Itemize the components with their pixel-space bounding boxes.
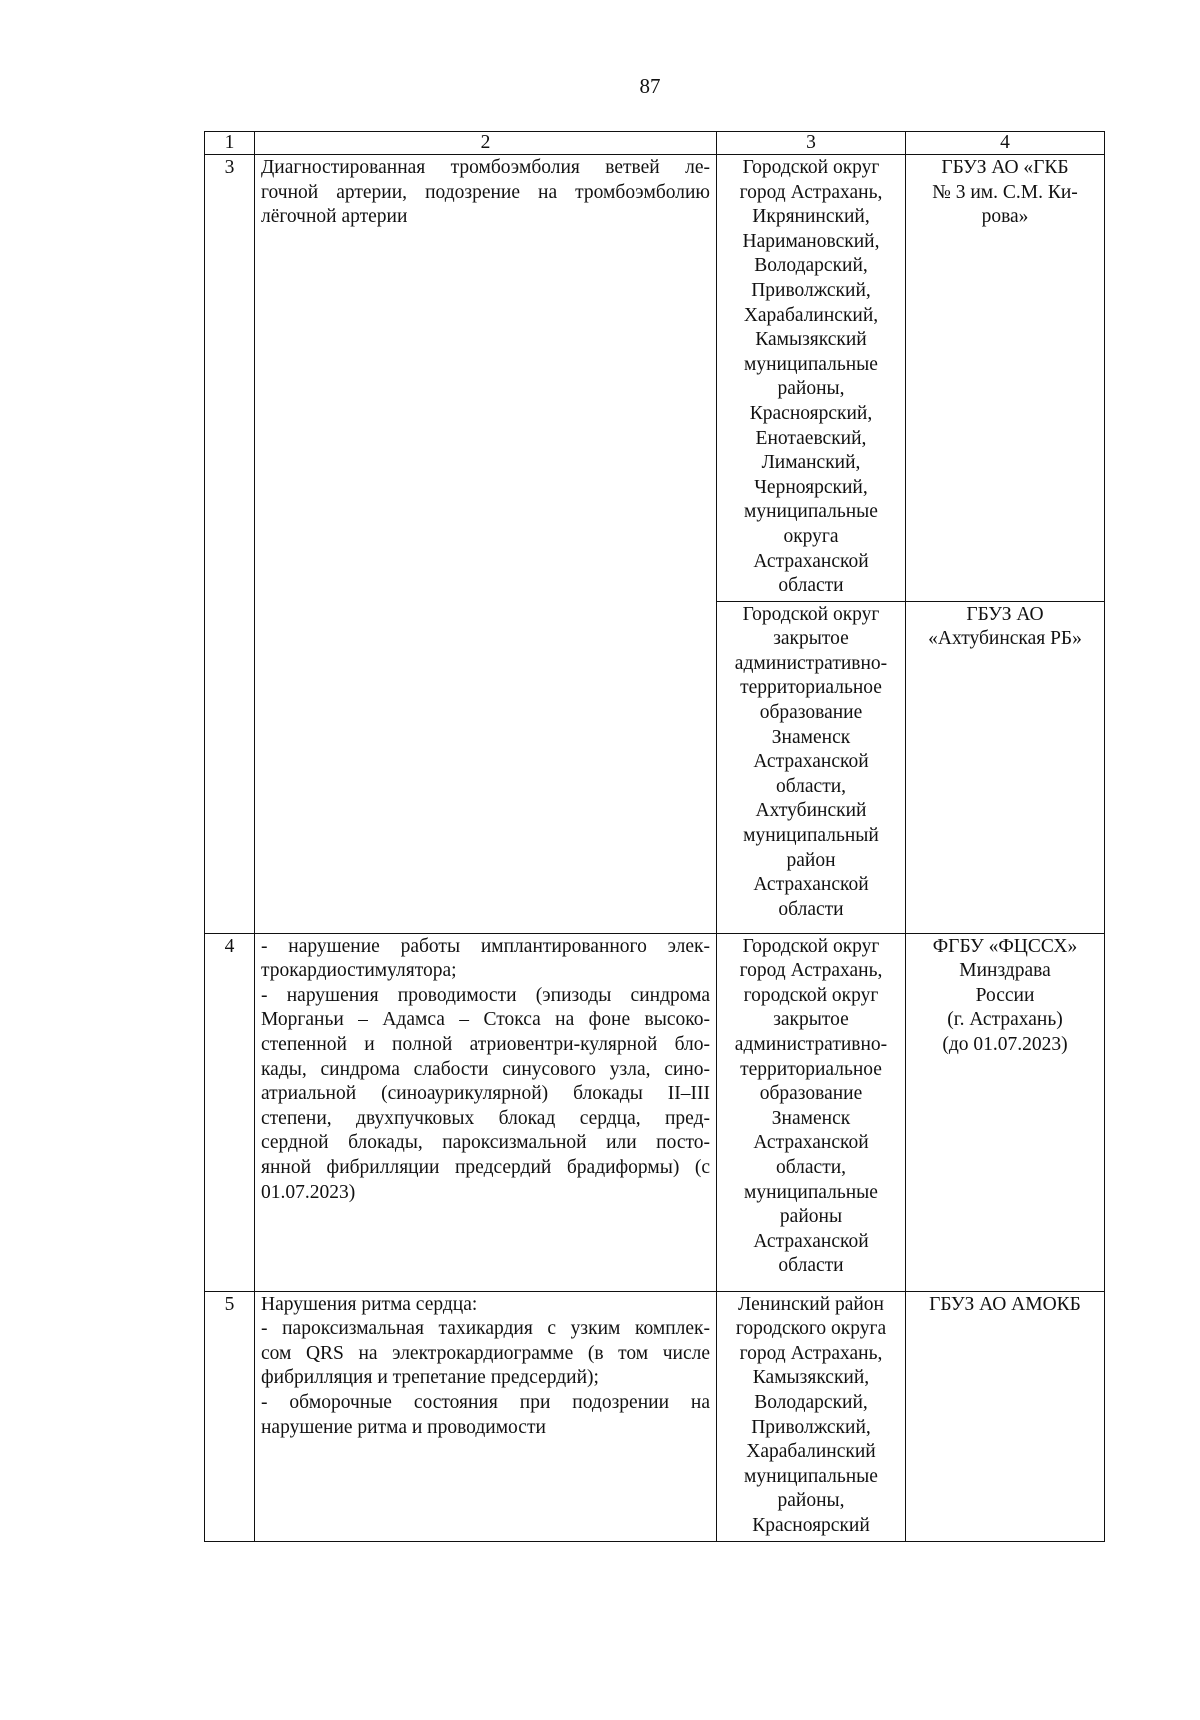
territory-line: Харабалинский — [746, 1441, 876, 1463]
territory-line: Лиманский, — [761, 452, 861, 474]
territory-line: образование — [759, 702, 863, 724]
territory-cell — [717, 155, 906, 602]
territory-line: Наримановский, — [742, 230, 880, 252]
condition-line: - обморочные состояния при подозрении на — [261, 1392, 710, 1414]
institution-cell — [906, 1291, 1105, 1541]
institution-line: ГБУЗ АО «ГКБ — [941, 157, 1069, 178]
condition-line: фибрилляция и трепетание предсердий); — [261, 1367, 599, 1389]
territory-line: городской округ — [743, 984, 879, 1006]
condition-line: трокардиостимулятора; — [261, 960, 457, 982]
condition-line: - пароксизмальная тахикардия с узким комплек- — [261, 1318, 710, 1340]
column-header-4: 4 — [906, 132, 1105, 155]
condition-line: нарушение ритма и проводимости — [261, 1416, 546, 1438]
territory-line: Камызякский — [755, 329, 867, 351]
territory-line: районы, — [777, 1490, 845, 1512]
institution-line: России — [975, 984, 1035, 1006]
condition-line: - нарушения проводимости (эпизоды синдрома — [261, 984, 710, 1006]
territory-line: Камызякский, — [752, 1367, 870, 1389]
institution-line: ФГБУ «ФЦССХ» — [932, 935, 1078, 957]
territory-line: Красноярский — [752, 1515, 870, 1537]
row-number: 3 — [205, 155, 255, 934]
territory-line: образование — [759, 1083, 863, 1105]
territory-line: территориальное — [740, 1058, 882, 1080]
table-row — [205, 933, 1105, 1291]
condition-line: степени, двухпучковых блокад сердца, пред- — [261, 1107, 710, 1129]
header-row — [205, 132, 1105, 155]
condition-line: степенной и полной атриовентри-кулярной бло- — [261, 1034, 710, 1056]
institution-line: «Ахтубинская РБ» — [928, 628, 1082, 650]
territory-line: области, — [775, 1157, 847, 1179]
territory-line: район — [786, 849, 836, 871]
condition-line: кады, синдрома слабости синусового узла, сино- — [261, 1058, 710, 1080]
row-number: 5 — [205, 1291, 255, 1541]
row-number: 4 — [205, 933, 255, 1291]
condition-line: гочной артерии, подозрение на тромбоэмболию — [261, 181, 710, 203]
condition-line: янной фибрилляции предсердий брадиформы) (с — [261, 1157, 710, 1179]
territory-line: районы, — [777, 378, 845, 400]
territory-line: Знаменск — [771, 726, 851, 748]
institution-cell — [906, 933, 1105, 1291]
territory-line: Астраханской — [753, 874, 869, 896]
condition-line: сом QRS на электрокардиограмме (в том числе — [261, 1342, 710, 1364]
condition-line: атриальной (синоаурикулярной) блокады II–III — [261, 1083, 710, 1105]
territory-line: административно- — [734, 652, 888, 674]
territory-line: Ахтубинский — [755, 800, 867, 822]
territory-line: муниципальный — [743, 825, 879, 847]
territory-cell — [717, 1291, 906, 1541]
territory-line: муниципальные — [744, 353, 878, 375]
territory-line: Приволжский, — [751, 1416, 871, 1438]
territory-line: Астраханской — [753, 550, 869, 572]
territory-line: Знаменск — [771, 1107, 851, 1129]
conditions-cell — [255, 1291, 717, 1541]
table-row — [205, 1291, 1105, 1541]
territory-line: Астраханской — [753, 1230, 869, 1252]
institution-line: ГБУЗ АО — [966, 603, 1044, 625]
territory-line: Володарский, — [754, 1392, 868, 1414]
condition-line: 01.07.2023) — [261, 1181, 356, 1203]
condition-line: лёгочной артерии — [261, 206, 408, 228]
territory-line: Ленинский район — [738, 1293, 884, 1315]
institution-line: № 3 им. С.М. Ки- — [932, 181, 1078, 203]
territory-line: муниципальные — [744, 501, 878, 523]
institution-line: ГБУЗ АО АМОКБ — [929, 1293, 1081, 1315]
territory-line: области, — [775, 775, 847, 797]
referral-table — [204, 131, 1105, 1542]
table-row — [205, 155, 1105, 602]
territory-line: Городской округ — [742, 935, 880, 957]
institution-line: (г. Астрахань) — [947, 1009, 1063, 1031]
territory-line: закрытое — [773, 1009, 849, 1031]
territory-line: Харабалинский, — [743, 304, 879, 326]
territory-line: муниципальные — [744, 1465, 878, 1487]
territory-line: Икрянинский, — [752, 206, 870, 228]
institution-line: рова» — [981, 206, 1029, 228]
territory-line: Астраханской — [753, 1132, 869, 1154]
territory-line: административно- — [734, 1034, 888, 1056]
territory-cell — [717, 933, 906, 1291]
territory-line: Городской округ — [742, 603, 880, 625]
column-header-1: 1 — [205, 132, 255, 155]
territory-line: Городской округ — [742, 157, 880, 178]
condition-line: - нарушение работы имплантированного элек- — [261, 935, 710, 957]
page-number: 87 — [639, 74, 661, 98]
territory-line: Астраханской — [753, 751, 869, 773]
condition-line: сердной блокады, пароксизмальной или посто- — [261, 1132, 710, 1154]
territory-line: области — [778, 898, 844, 920]
column-header-3: 3 — [717, 132, 906, 155]
column-header-2: 2 — [255, 132, 717, 155]
condition-line: Морганьи – Адамса – Стокса на фоне высоко- — [261, 1009, 710, 1031]
territory-line: Володарский, — [754, 255, 868, 277]
territory-line: районы — [779, 1206, 843, 1228]
territory-line: муниципальные — [744, 1181, 878, 1203]
territory-line: области — [778, 1255, 844, 1277]
territory-line: округа — [783, 525, 839, 547]
territory-line: городского округа — [735, 1318, 887, 1340]
conditions-cell — [255, 155, 717, 934]
territory-line: территориальное — [740, 677, 882, 699]
territory-line: Енотаевский, — [755, 427, 867, 449]
institution-line: (до 01.07.2023) — [942, 1034, 1068, 1056]
conditions-cell — [255, 933, 717, 1291]
territory-line: закрытое — [773, 628, 849, 650]
institution-line: Минздрава — [959, 960, 1051, 982]
condition-line: Диагностированная тромбоэмболия ветвей ле- — [261, 157, 710, 178]
territory-line: Приволжский, — [751, 279, 871, 301]
territory-cell — [717, 601, 906, 933]
condition-line: Нарушения ритма сердца: — [261, 1293, 478, 1315]
institution-cell — [906, 155, 1105, 602]
territory-line: город Астрахань, — [739, 960, 883, 982]
territory-line: области — [778, 575, 844, 597]
territory-line: город Астрахань, — [739, 1342, 883, 1364]
territory-line: Красноярский, — [749, 402, 873, 424]
institution-cell — [906, 601, 1105, 933]
territory-line: город Астрахань, — [739, 181, 883, 203]
territory-line: Черноярский, — [754, 476, 868, 498]
